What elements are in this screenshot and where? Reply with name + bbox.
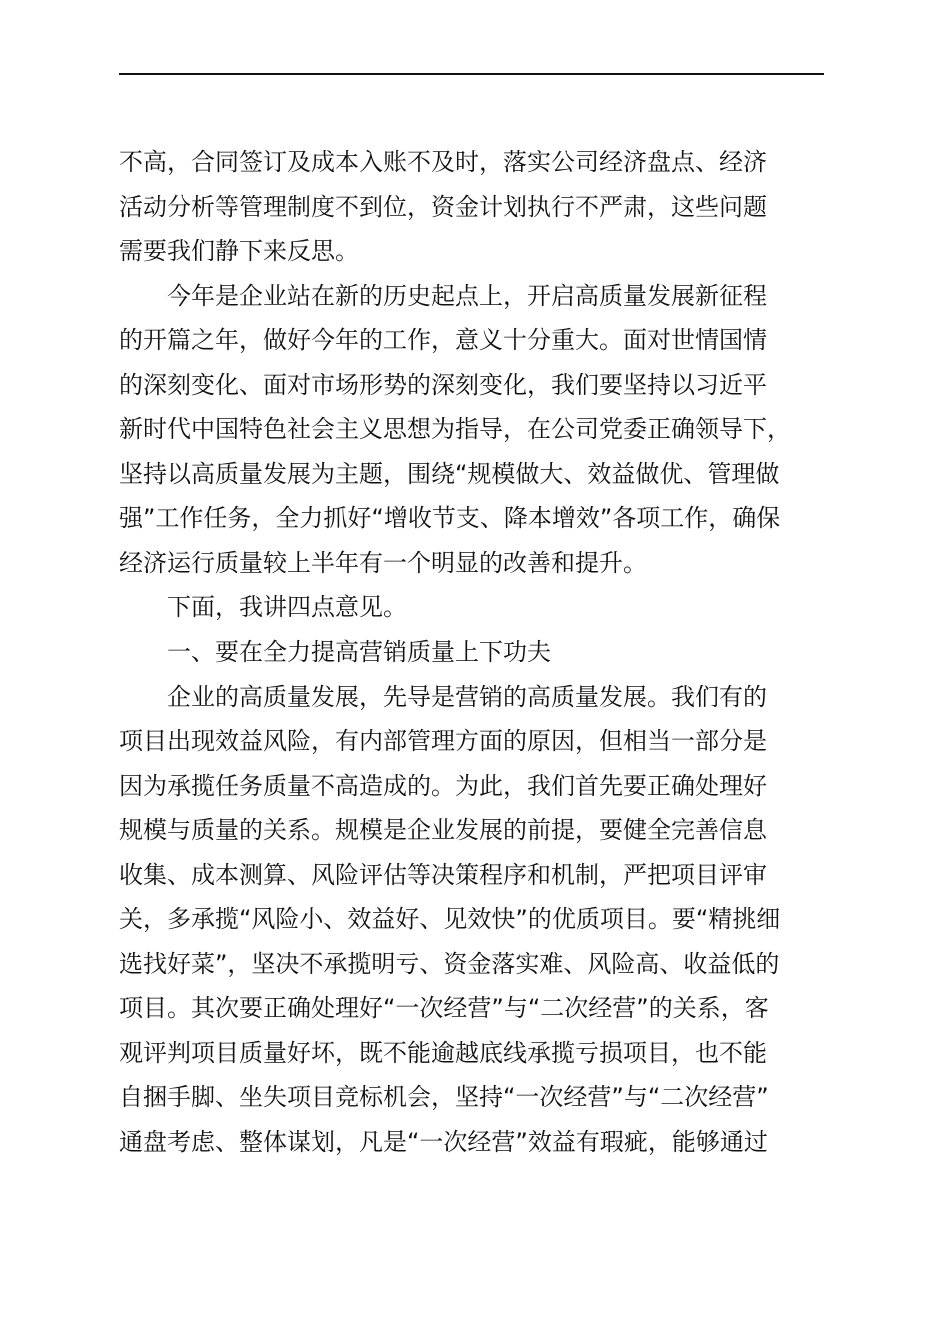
body-text	[119, 140, 829, 1165]
text-line: 活动分析等管理制度不到位，资金计划执行不严肃，这些问题	[119, 192, 767, 221]
text-line: 关，多承揽“风险小、效益好、见效快”的优质项目。要“精挑细	[119, 905, 781, 934]
text-line: 新时代中国特色社会主义思想为指导，在公司党委正确领导下，	[119, 415, 791, 444]
text-line: 今年是企业站在新的历史起点上，开启高质量发展新征程	[167, 281, 767, 310]
text-line: 下面，我讲四点意见。	[167, 593, 407, 622]
text-line: 收集、成本测算、风险评估等决策程序和机制，严把项目评审	[119, 860, 767, 889]
text-line: 经济运行质量较上半年有一个明显的改善和提升。	[119, 548, 647, 577]
text-line: 自捆手脚、坐失项目竞标机会，坚持“一次经营”与“二次经营”	[119, 1083, 769, 1112]
text-line: 强”工作任务，全力抓好“增收节支、降本增效”各项工作，确保	[119, 504, 781, 533]
text-line: 的开篇之年，做好今年的工作，意义十分重大。面对世情国情	[119, 326, 767, 355]
text-line: 选找好菜”，坚决不承揽明亏、资金落实难、风险高、收益低的	[119, 949, 780, 978]
text-line: 观评判项目质量好坏，既不能逾越底线承揽亏损项目，也不能	[119, 1038, 767, 1067]
text-line: 的深刻变化、面对市场形势的深刻变化，我们要坚持以习近平	[119, 370, 767, 399]
text-line: 一、要在全力提高营销质量上下功夫	[167, 638, 551, 667]
header-rule	[119, 73, 824, 75]
text-line: 需要我们静下来反思。	[119, 237, 359, 266]
text-line: 企业的高质量发展，先导是营销的高质量发展。我们有的	[167, 682, 767, 711]
text-line: 不高，合同签订及成本入账不及时，落实公司经济盘点、经济	[119, 148, 767, 176]
text-line: 通盘考虑、整体谋划，凡是“一次经营”效益有瑕疵，能够通过	[119, 1128, 768, 1157]
text-line: 规模与质量的关系。规模是企业发展的前提，要健全完善信息	[119, 816, 767, 845]
text-line: 项目出现效益风险，有内部管理方面的原因，但相当一部分是	[119, 727, 767, 756]
text-line: 因为承揽任务质量不高造成的。为此，我们首先要正确处理好	[119, 771, 767, 800]
text-line: 项目。其次要正确处理好“一次经营”与“二次经营”的关系，客	[119, 994, 769, 1023]
text-line: 坚持以高质量发展为主题，围绕“规模做大、效益做优、管理做	[119, 459, 780, 488]
